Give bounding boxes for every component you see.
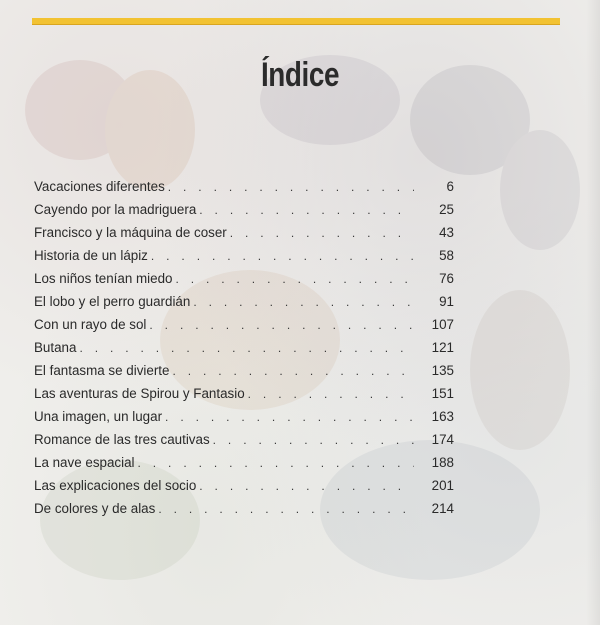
toc-dot-leader (230, 222, 414, 245)
toc-entry (34, 221, 454, 244)
toc-entry-title: Francisco y la máquina de coser (34, 225, 227, 240)
toc-page-number: 214 (431, 501, 454, 516)
toc-entry-title: Con un rayo de sol (34, 317, 147, 332)
toc-page-number: 188 (431, 455, 454, 470)
toc-entry (34, 359, 454, 382)
toc-entry (34, 267, 454, 290)
yellow-header-rule (32, 18, 560, 25)
toc-entry-title: El fantasma se divierte (34, 363, 170, 378)
toc-entry (34, 451, 454, 474)
table-of-contents (34, 175, 454, 520)
toc-page-number: 76 (439, 271, 454, 286)
toc-page-number: 174 (431, 432, 454, 447)
toc-entry (34, 290, 454, 313)
toc-dot-leader (149, 314, 414, 337)
toc-page-number: 151 (431, 386, 454, 401)
toc-page-number: 135 (431, 363, 454, 378)
toc-page-number: 201 (431, 478, 454, 493)
toc-dot-leader (172, 360, 414, 383)
toc-dot-leader (199, 475, 414, 498)
toc-dot-leader (138, 452, 414, 475)
toc-dot-leader (199, 199, 414, 222)
toc-entry (34, 382, 454, 405)
toc-page-number: 163 (431, 409, 454, 424)
toc-dot-leader (79, 337, 414, 360)
toc-entry (34, 175, 454, 198)
toc-entry-title: Cayendo por la madriguera (34, 202, 197, 217)
toc-entry-title: Las aventuras de Spirou y Fantasio (34, 386, 245, 401)
toc-entry-title: De colores y de alas (34, 501, 156, 516)
toc-entry (34, 244, 454, 267)
toc-dot-leader (175, 268, 414, 291)
toc-page-number: 121 (431, 340, 454, 355)
page-title: Índice (260, 56, 340, 94)
toc-entry-title: Vacaciones diferentes (34, 179, 165, 194)
toc-entry-title: La nave espacial (34, 455, 135, 470)
toc-entry (34, 428, 454, 451)
toc-dot-leader (158, 498, 414, 521)
toc-entry (34, 313, 454, 336)
toc-dot-leader (248, 383, 414, 406)
toc-page-number: 91 (439, 294, 454, 309)
toc-entry-title: Los niños tenían miedo (34, 271, 173, 286)
toc-dot-leader (151, 245, 414, 268)
toc-page-number: 25 (439, 202, 454, 217)
toc-page-number: 58 (439, 248, 454, 263)
toc-dot-leader (168, 176, 414, 199)
toc-dot-leader (165, 406, 414, 429)
toc-entry (34, 198, 454, 221)
toc-page-number: 6 (446, 179, 454, 194)
toc-entry-title: Romance de las tres cautivas (34, 432, 210, 447)
toc-entry (34, 405, 454, 428)
toc-dot-leader (193, 291, 414, 314)
toc-page-number: 43 (439, 225, 454, 240)
toc-entry-title: Butana (34, 340, 77, 355)
toc-page-number: 107 (431, 317, 454, 332)
toc-entry (34, 474, 454, 497)
page-edge-shadow (586, 0, 600, 625)
toc-entry (34, 336, 454, 359)
toc-entry-title: El lobo y el perro guardián (34, 294, 191, 309)
toc-entry-title: Una imagen, un lugar (34, 409, 163, 424)
toc-entry (34, 497, 454, 520)
toc-entry-title: Historia de un lápiz (34, 248, 148, 263)
toc-dot-leader (213, 429, 414, 452)
toc-entry-title: Las explicaciones del socio (34, 478, 197, 493)
